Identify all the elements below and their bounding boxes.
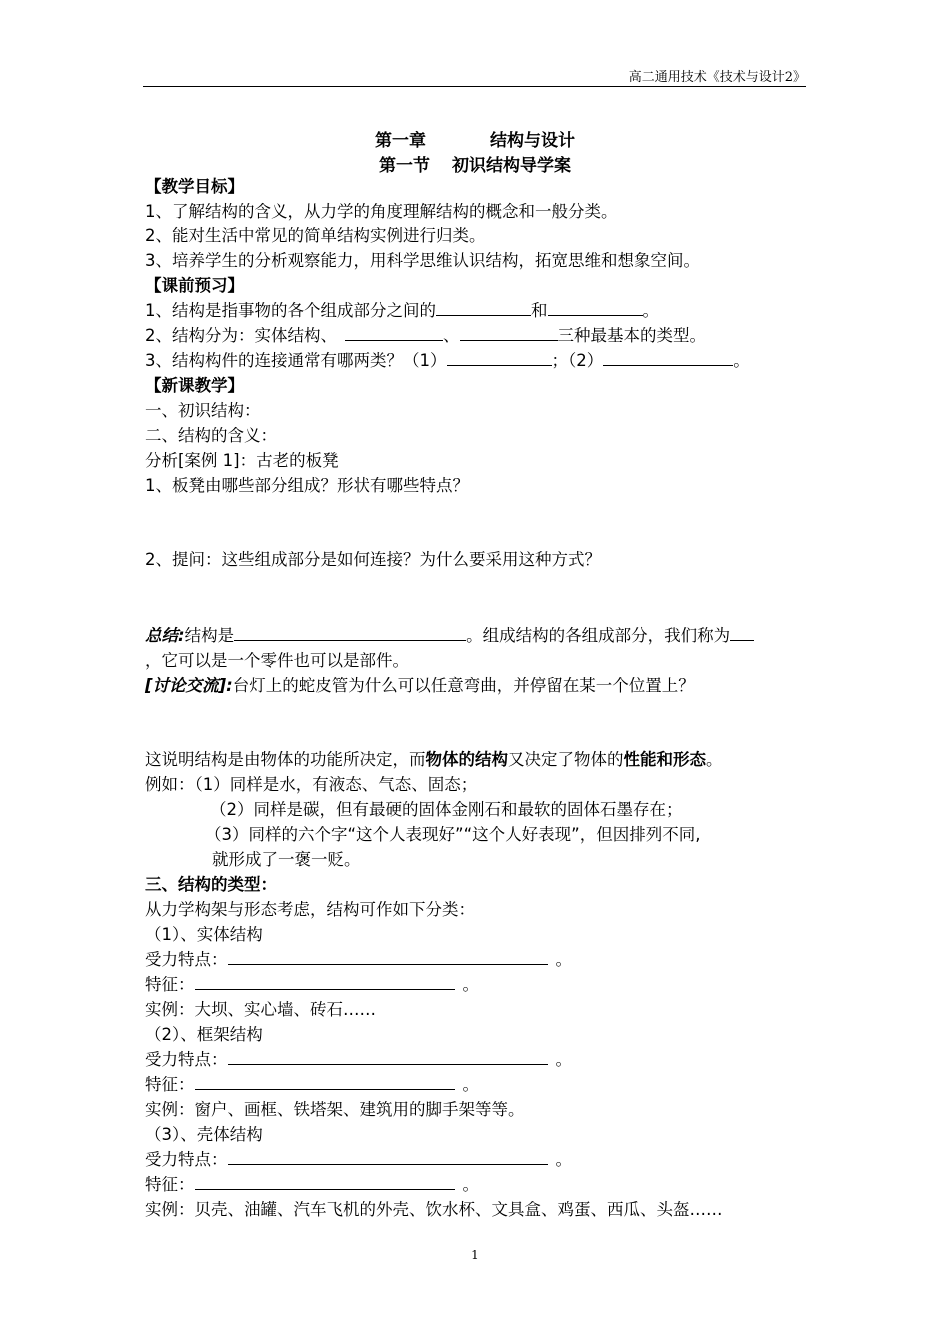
- summary-line: 总结:结构是 。组成结构的各组成部分，我们称为: [145, 625, 754, 647]
- example-line: 例如：（1）同样是水，有液态、气态、固态；: [145, 775, 478, 794]
- types-intro: 从力学构架与形态考虑，结构可作如下分类：: [145, 900, 475, 919]
- goal-item: 1、了解结构的含义，从力学的角度理解结构的概念和一般分类。: [145, 202, 618, 221]
- answer-blank[interactable]: [548, 300, 643, 316]
- answer-blank[interactable]: [460, 325, 558, 341]
- preview-heading: 【课前预习】: [145, 276, 244, 295]
- page-header: 高二通用技术《技术与设计2》: [628, 70, 806, 85]
- example-line: 就形成了一褒一贬。: [212, 850, 361, 869]
- answer-blank[interactable]: [345, 325, 443, 341]
- type-name: （1）、实体结构: [145, 925, 263, 944]
- page-number: 1: [471, 1248, 479, 1262]
- preview-question: 2、结构分为：实体结构、 、 三种最基本的类型。: [145, 326, 706, 345]
- explanation-line: 这说明结构是由物体的功能所决定，而物体的结构又决定了物体的性能和形态。: [145, 750, 723, 769]
- summary-line: ，它可以是一个零件也可以是部件。: [145, 651, 409, 670]
- force-line: 受力特点： 。: [145, 950, 572, 969]
- chapter-name: 结构与设计: [490, 131, 575, 151]
- answer-blank[interactable]: [228, 1049, 548, 1065]
- types-heading: 三、结构的类型：: [145, 875, 277, 894]
- example-line: （2）同样是碳，但有最硬的固体金刚石和最软的固体石墨存在；: [210, 800, 683, 819]
- section-name: 初识结构导学案: [452, 156, 571, 176]
- chapter-title: [0, 126, 950, 151]
- feature-line: 特征： 。: [145, 1175, 479, 1194]
- feature-line: 特征： 。: [145, 1075, 479, 1094]
- section-title: [0, 151, 950, 176]
- goals-heading: 【教学目标】: [145, 177, 244, 196]
- type-name: （2）、框架结构: [145, 1025, 263, 1044]
- example-line: 实例：窗户、画框、铁塔架、建筑用的脚手架等等。: [145, 1100, 525, 1119]
- discussion-label: [讨论交流]:: [145, 676, 233, 695]
- answer-blank[interactable]: [730, 625, 754, 641]
- feature-line: 特征： 。: [145, 975, 479, 994]
- answer-blank[interactable]: [195, 1174, 455, 1190]
- answer-blank[interactable]: [195, 974, 455, 990]
- answer-blank[interactable]: [228, 1149, 548, 1165]
- answer-blank[interactable]: [195, 1074, 455, 1090]
- header-rule: [143, 86, 806, 87]
- lesson-question: 2、提问：这些组成部分是如何连接？为什么要采用这种方式？: [145, 550, 601, 569]
- lesson-subheading: 二、结构的含义：: [145, 426, 277, 445]
- force-line: 受力特点： 。: [145, 1150, 572, 1169]
- goal-item: 2、能对生活中常见的简单结构实例进行归类。: [145, 226, 486, 245]
- example-line: 实例：贝壳、油罐、汽车飞机的外壳、饮水杯、文具盒、鸡蛋、西瓜、头盔……: [145, 1200, 723, 1219]
- type-name: （3）、壳体结构: [145, 1125, 263, 1144]
- answer-blank[interactable]: [228, 949, 548, 965]
- case-title: 分析[案例 1]：古老的板凳: [145, 451, 339, 470]
- answer-blank[interactable]: [603, 350, 733, 366]
- discussion-line: [讨论交流]:台灯上的蛇皮管为什么可以任意弯曲，并停留在某一个位置上？: [145, 676, 695, 695]
- force-line: 受力特点： 。: [145, 1050, 572, 1069]
- chapter-number: 第一章: [375, 131, 426, 151]
- answer-blank[interactable]: [436, 300, 531, 316]
- lesson-subheading: 一、初识结构：: [145, 401, 261, 420]
- section-number: 第一节: [379, 156, 430, 176]
- lesson-question: 1、板凳由哪些部分组成？形状有哪些特点？: [145, 476, 469, 495]
- goal-item: 3、培养学生的分析观察能力，用科学思维认识结构，拓宽思维和想象空间。: [145, 251, 700, 270]
- preview-question: 3、结构构件的连接通常有哪两类？（1） ；（2） 。: [145, 351, 750, 370]
- answer-blank[interactable]: [234, 625, 466, 641]
- example-line: （3）同样的六个字“这个人表现好”“这个人好表现”，但因排列不同,: [205, 825, 701, 844]
- lesson-heading: 【新课教学】: [145, 376, 244, 395]
- preview-question: 1、结构是指事物的各个组成部分之间的 和 。: [145, 301, 659, 320]
- example-line: 实例：大坝、实心墙、砖石……: [145, 1000, 376, 1019]
- answer-blank[interactable]: [447, 350, 552, 366]
- summary-label: 总结:: [145, 626, 185, 645]
